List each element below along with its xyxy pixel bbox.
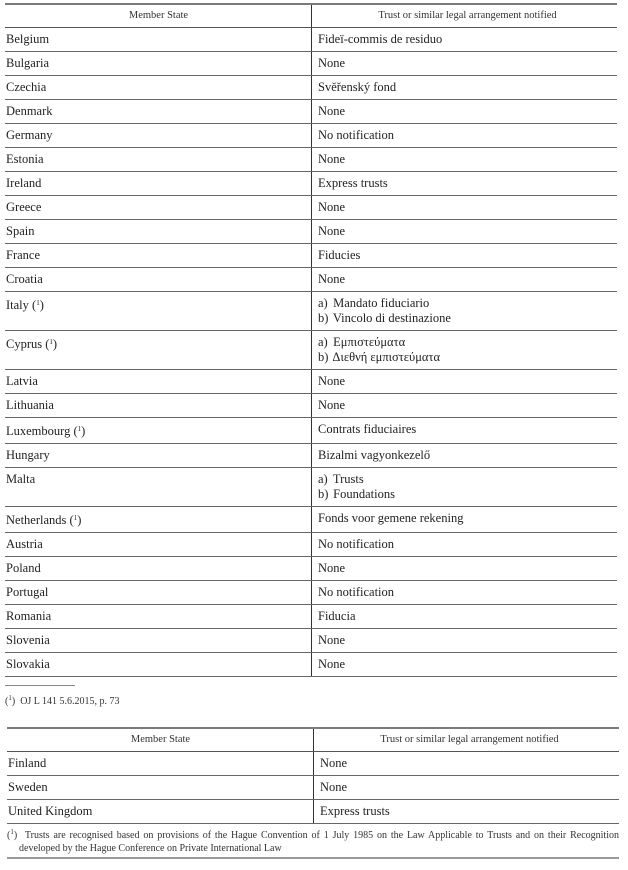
arrangement-cell [312,100,618,124]
table-row [5,418,617,444]
arrangement-cell [314,752,620,776]
member-state-cell [5,148,312,172]
footnote-marker: 1 [49,338,53,346]
member-state-name: Bulgaria [6,56,50,70]
option-letter: a) [318,472,328,486]
table-row [7,752,619,776]
table-row [5,629,617,653]
member-state-trusts-table [5,3,617,677]
member-state-name: Croatia [6,272,43,286]
footnote-hague-convention: ($^1$) Trusts are recognised based on provisions of the Hague Convention of 1 July 1985 on the Law Applicable to Trusts and on their Recognition developed by the Hague Conference on Private International Law [7,828,619,854]
arrangement-text: None [320,756,348,770]
footnote-marker: 1 [77,425,82,433]
arrangement-text: None [318,561,346,575]
arrangement-text: No notification [318,585,395,599]
member-state-cell [7,752,314,776]
member-state-cell [5,370,312,394]
table-row [5,605,617,629]
option-letter: a) [318,335,328,349]
footnote-divider [5,685,75,686]
arrangement-cell [312,581,618,605]
member-state-name: Poland [6,561,41,575]
member-state-cell [7,776,314,800]
member-state-name: Czechia [6,80,47,94]
option-letter: b) [318,487,329,501]
member-state-cell [5,52,312,76]
table-row [5,172,617,196]
member-state-name: Spain [6,224,35,238]
footnote-marker: 1 [36,299,40,307]
option-letter: a) [318,296,328,310]
member-state-cell [5,444,312,468]
table-row [5,444,617,468]
table-row [5,557,617,581]
table-row [5,533,617,557]
arrangement-cell [312,76,618,100]
arrangement-cell [312,220,618,244]
table-row [5,468,617,507]
member-state-cell [5,292,312,331]
member-state-name: Denmark [6,104,53,118]
arrangement-cell [312,444,618,468]
footnote-oj-reference: ($^1$) OJ L 141 5.6.2015, p. 73 [5,694,120,707]
option-text: Εμπιστεύματα [330,335,406,349]
table-row [7,776,619,800]
member-state-name: Estonia [6,152,44,166]
footnote-reference: ($^1$) [70,424,86,438]
arrangement-text: None [320,780,348,794]
table-body [5,28,617,677]
table-row [5,52,617,76]
option-letter: b) [318,311,329,325]
member-state-cell [5,220,312,244]
arrangement-text: None [318,272,346,286]
member-state-cell [5,268,312,292]
member-state-cell [5,100,312,124]
member-state-cell [5,468,312,507]
member-state-cell [5,394,312,418]
footnote-reference: ($^1$) [42,337,58,351]
member-state-cell [5,557,312,581]
table-header-row [7,728,619,752]
arrangement-text: Svěřenský fond [318,80,397,94]
member-state-name: Germany [6,128,53,142]
member-state-name: United Kingdom [8,804,93,818]
column-header-member-state: Member State [5,4,312,28]
arrangement-cell [312,268,618,292]
table-row [5,76,617,100]
option-text: Vincolo di destinazione [330,311,451,325]
column-header-arrangement: Trust or similar legal arrangement notified [314,728,620,752]
table-row [5,653,617,677]
arrangement-text: Fiducia [318,609,356,623]
member-state-cell [5,418,312,444]
arrangement-cell [314,800,620,824]
member-state-trusts-table-2 [7,727,619,824]
member-state-name: Belgium [6,32,50,46]
table-row [5,28,617,52]
arrangement-option [318,335,617,350]
member-state-name: Greece [6,200,42,214]
member-state-name: Finland [8,756,47,770]
arrangement-text: Fideï-commis de residuo [318,32,443,46]
table-row [5,292,617,331]
option-text: Διεθνή εμπιστεύματα [330,350,441,364]
table-row [5,394,617,418]
member-state-name: Slovenia [6,633,50,647]
footnote-reference: ($^1$) [66,513,82,527]
member-state-cell [5,196,312,220]
table-body [7,752,619,824]
arrangement-text: Express trusts [318,176,388,190]
arrangement-text: None [318,398,346,412]
arrangement-text: None [318,224,346,238]
member-state-name: Sweden [8,780,48,794]
member-state-name: Italy [6,298,29,312]
member-state-name: Luxembourg [6,424,71,438]
arrangement-option [318,472,617,487]
arrangement-text: Fonds voor gemene rekening [318,511,464,525]
arrangement-text: No notification [318,537,395,551]
arrangement-cell [312,331,618,370]
table-header-row [5,4,617,28]
member-state-cell [5,172,312,196]
arrangement-text: No notification [318,128,395,142]
arrangement-text: None [318,374,346,388]
arrangement-text: Contrats fiduciaires [318,422,417,436]
member-state-cell [5,76,312,100]
arrangement-option [318,487,617,502]
member-state-cell [5,533,312,557]
arrangement-cell [312,557,618,581]
member-state-name: Malta [6,472,36,486]
member-state-cell [5,507,312,533]
option-text: Foundations [330,487,395,501]
table-row [5,507,617,533]
option-text: Mandato fiduciario [330,296,430,310]
arrangement-text: None [318,633,346,647]
arrangement-cell [312,292,618,331]
footnote-text: OJ L 141 5.6.2015, p. 73 [20,696,120,707]
table-row [5,148,617,172]
arrangement-option [318,296,617,311]
arrangement-cell [312,533,618,557]
arrangement-text: None [318,657,346,671]
arrangement-text: Bizalmi vagyonkezelő [318,448,431,462]
arrangement-cell [312,124,618,148]
arrangement-text: None [318,104,346,118]
arrangement-text: Fiducies [318,248,361,262]
table-row [5,331,617,370]
column-header-member-state: Member State [7,728,314,752]
arrangement-cell [312,244,618,268]
table-row [5,196,617,220]
arrangement-text: None [318,200,346,214]
arrangement-cell [312,507,618,533]
footnote-reference: ($^1$) [28,298,44,312]
member-state-name: Portugal [6,585,49,599]
footnote-text: Trusts are recognised based on provisions of the Hague Convention of 1 July 1985 on the Law Applicable to Trusts and on their Recognition developed by the Hague Conference on Private International Law [19,830,619,854]
arrangement-cell [312,28,618,52]
member-state-cell [5,331,312,370]
arrangement-option [318,311,617,326]
member-state-name: Hungary [6,448,50,462]
arrangement-cell [312,196,618,220]
footnote-marker: 1 [73,514,78,522]
arrangement-text: Express trusts [320,804,390,818]
member-state-name: Lithuania [6,398,54,412]
member-state-cell [7,800,314,824]
table-row [5,244,617,268]
column-header-arrangement: Trust or similar legal arrangement notified [312,4,618,28]
arrangement-cell [312,653,618,677]
table-row [7,800,619,824]
arrangement-cell [312,172,618,196]
footnote-marker: 1 [8,694,12,702]
arrangement-text: None [318,152,346,166]
member-state-name: Romania [6,609,52,623]
end-divider [7,857,619,859]
option-letter: b) [318,350,329,364]
arrangement-cell [312,148,618,172]
table-row [5,268,617,292]
table-row [5,370,617,394]
member-state-cell [5,28,312,52]
table-row [5,124,617,148]
table-row [5,581,617,605]
option-text: Trusts [330,472,364,486]
member-state-cell [5,244,312,268]
member-state-name: Austria [6,537,43,551]
member-state-name: Latvia [6,374,38,388]
arrangement-cell [312,370,618,394]
member-state-cell [5,605,312,629]
member-state-name: Netherlands [6,513,67,527]
member-state-name: Ireland [6,176,42,190]
arrangement-text: None [318,56,346,70]
member-state-cell [5,653,312,677]
footnote-marker: 1 [10,828,14,836]
arrangement-cell [312,629,618,653]
member-state-cell [5,581,312,605]
table-row [5,100,617,124]
arrangement-option [318,350,617,365]
arrangement-cell [312,605,618,629]
arrangement-cell [312,468,618,507]
member-state-cell [5,124,312,148]
table-row [5,220,617,244]
member-state-name: Cyprus [6,337,43,351]
arrangement-cell [312,394,618,418]
arrangement-cell [312,418,618,444]
member-state-name: France [6,248,41,262]
arrangement-cell [314,776,620,800]
arrangement-cell [312,52,618,76]
member-state-cell [5,629,312,653]
member-state-name: Slovakia [6,657,50,671]
